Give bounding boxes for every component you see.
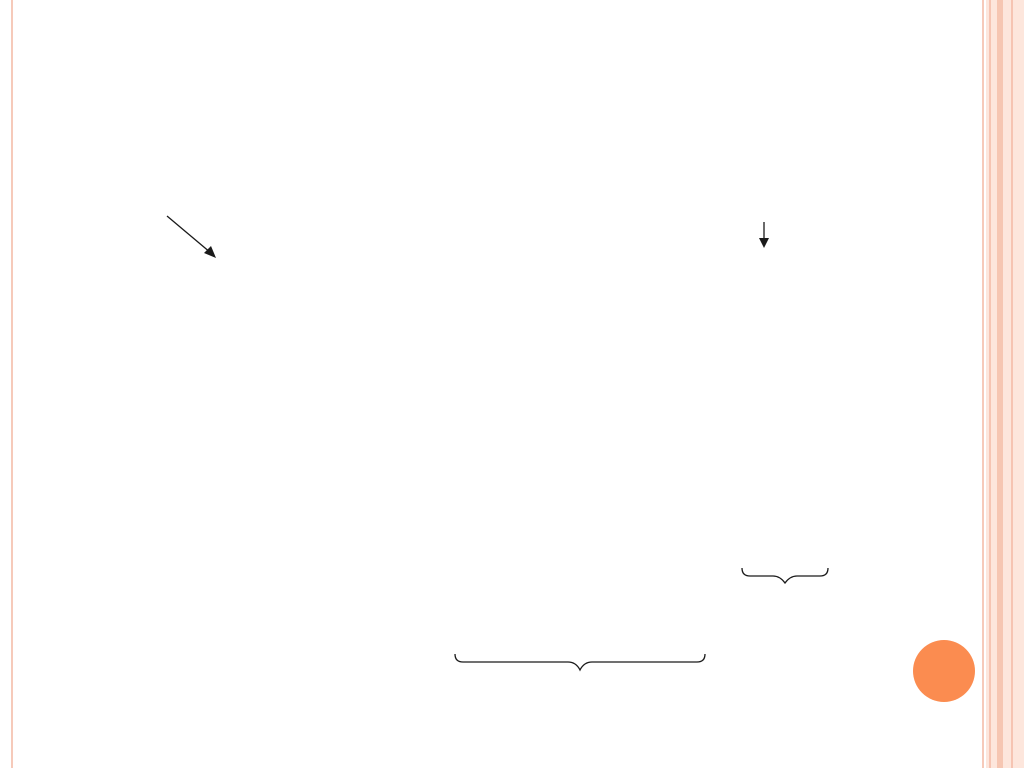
new-delay-arrowhead xyxy=(759,238,769,248)
new-table-brace xyxy=(742,568,828,583)
vectors-brace xyxy=(455,654,705,670)
